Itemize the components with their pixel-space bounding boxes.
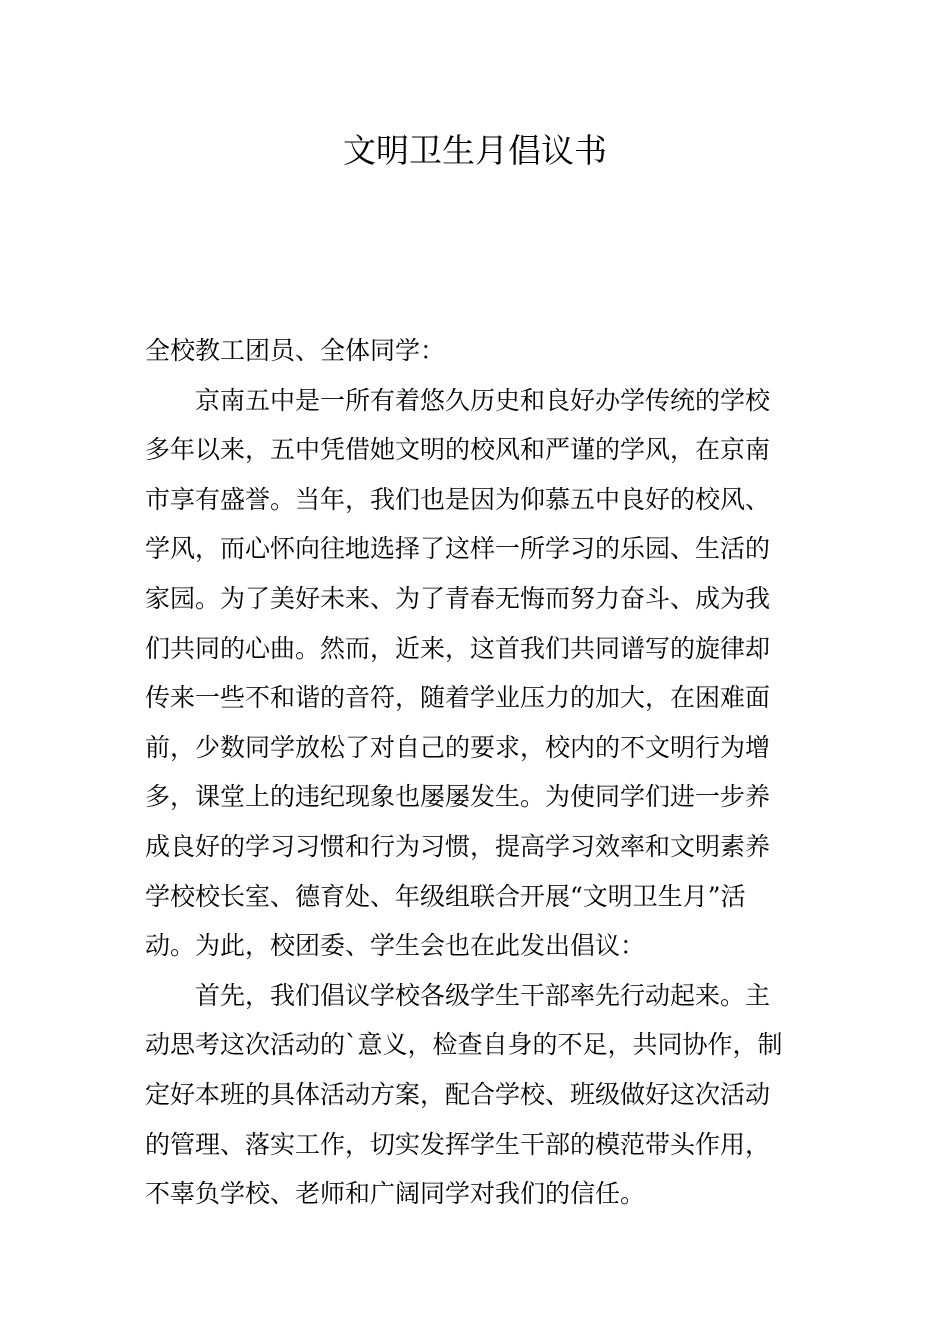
document-body bbox=[145, 326, 810, 1219]
paragraph-line: 市享有盛誉。当年，我们也是因为仰慕五中良好的校风、 bbox=[145, 484, 771, 514]
paragraph-line: 动。为此，校团委、学生会也在此发出倡议： bbox=[145, 931, 646, 961]
paragraph-line: 的管理、落实工作，切实发挥学生干部的模范带头作用， bbox=[145, 1129, 771, 1159]
paragraph-1 bbox=[145, 376, 810, 971]
document-title: 文明卫生月倡议书 bbox=[343, 131, 607, 170]
paragraph-line: 首先，我们倡议学校各级学生干部率先行动起来。主 bbox=[195, 980, 771, 1010]
paragraph-line: 动思考这次活动的`意义，检查自身的不足，共同协作，制 bbox=[145, 1030, 783, 1060]
paragraph-2 bbox=[145, 971, 810, 1219]
paragraph-line: 京南五中是一所有着悠久历史和良好办学传统的学校 bbox=[195, 385, 771, 415]
paragraph-line: 成良好的学习习惯和行为习惯，提高学习效率和文明素养 bbox=[145, 831, 771, 861]
paragraph-line: 定好本班的具体活动方案，配合学校、班级做好这次活动 bbox=[145, 1079, 771, 1109]
paragraph-line: 多，课堂上的违纪现象也屡屡发生。为使同学们进一步养 bbox=[145, 782, 771, 812]
paragraph-line: 们共同的心曲。然而，近来，这首我们共同谱写的旋律却 bbox=[145, 633, 771, 663]
paragraph-line: 家园。为了美好未来、为了青春无悔而努力奋斗、成为我 bbox=[145, 583, 771, 613]
paragraph-line: 多年以来，五中凭借她文明的校风和严谨的学风，在京南 bbox=[145, 435, 771, 465]
salutation: 全校教工团员、全体同学： bbox=[145, 336, 446, 365]
paragraph-line: 传来一些不和谐的音符，随着学业压力的加大，在困难面 bbox=[145, 683, 771, 713]
paragraph-line: 学校校长室、德育处、年级组联合开展“文明卫生月”活 bbox=[145, 881, 746, 911]
paragraph-line: 不辜负学校、老师和广阔同学对我们的信任。 bbox=[145, 1179, 646, 1209]
paragraph-line: 学风，而心怀向往地选择了这样一所学习的乐园、生活的 bbox=[145, 534, 771, 564]
paragraph-line: 前，少数同学放松了对自己的要求，校内的不文明行为增 bbox=[145, 732, 771, 762]
